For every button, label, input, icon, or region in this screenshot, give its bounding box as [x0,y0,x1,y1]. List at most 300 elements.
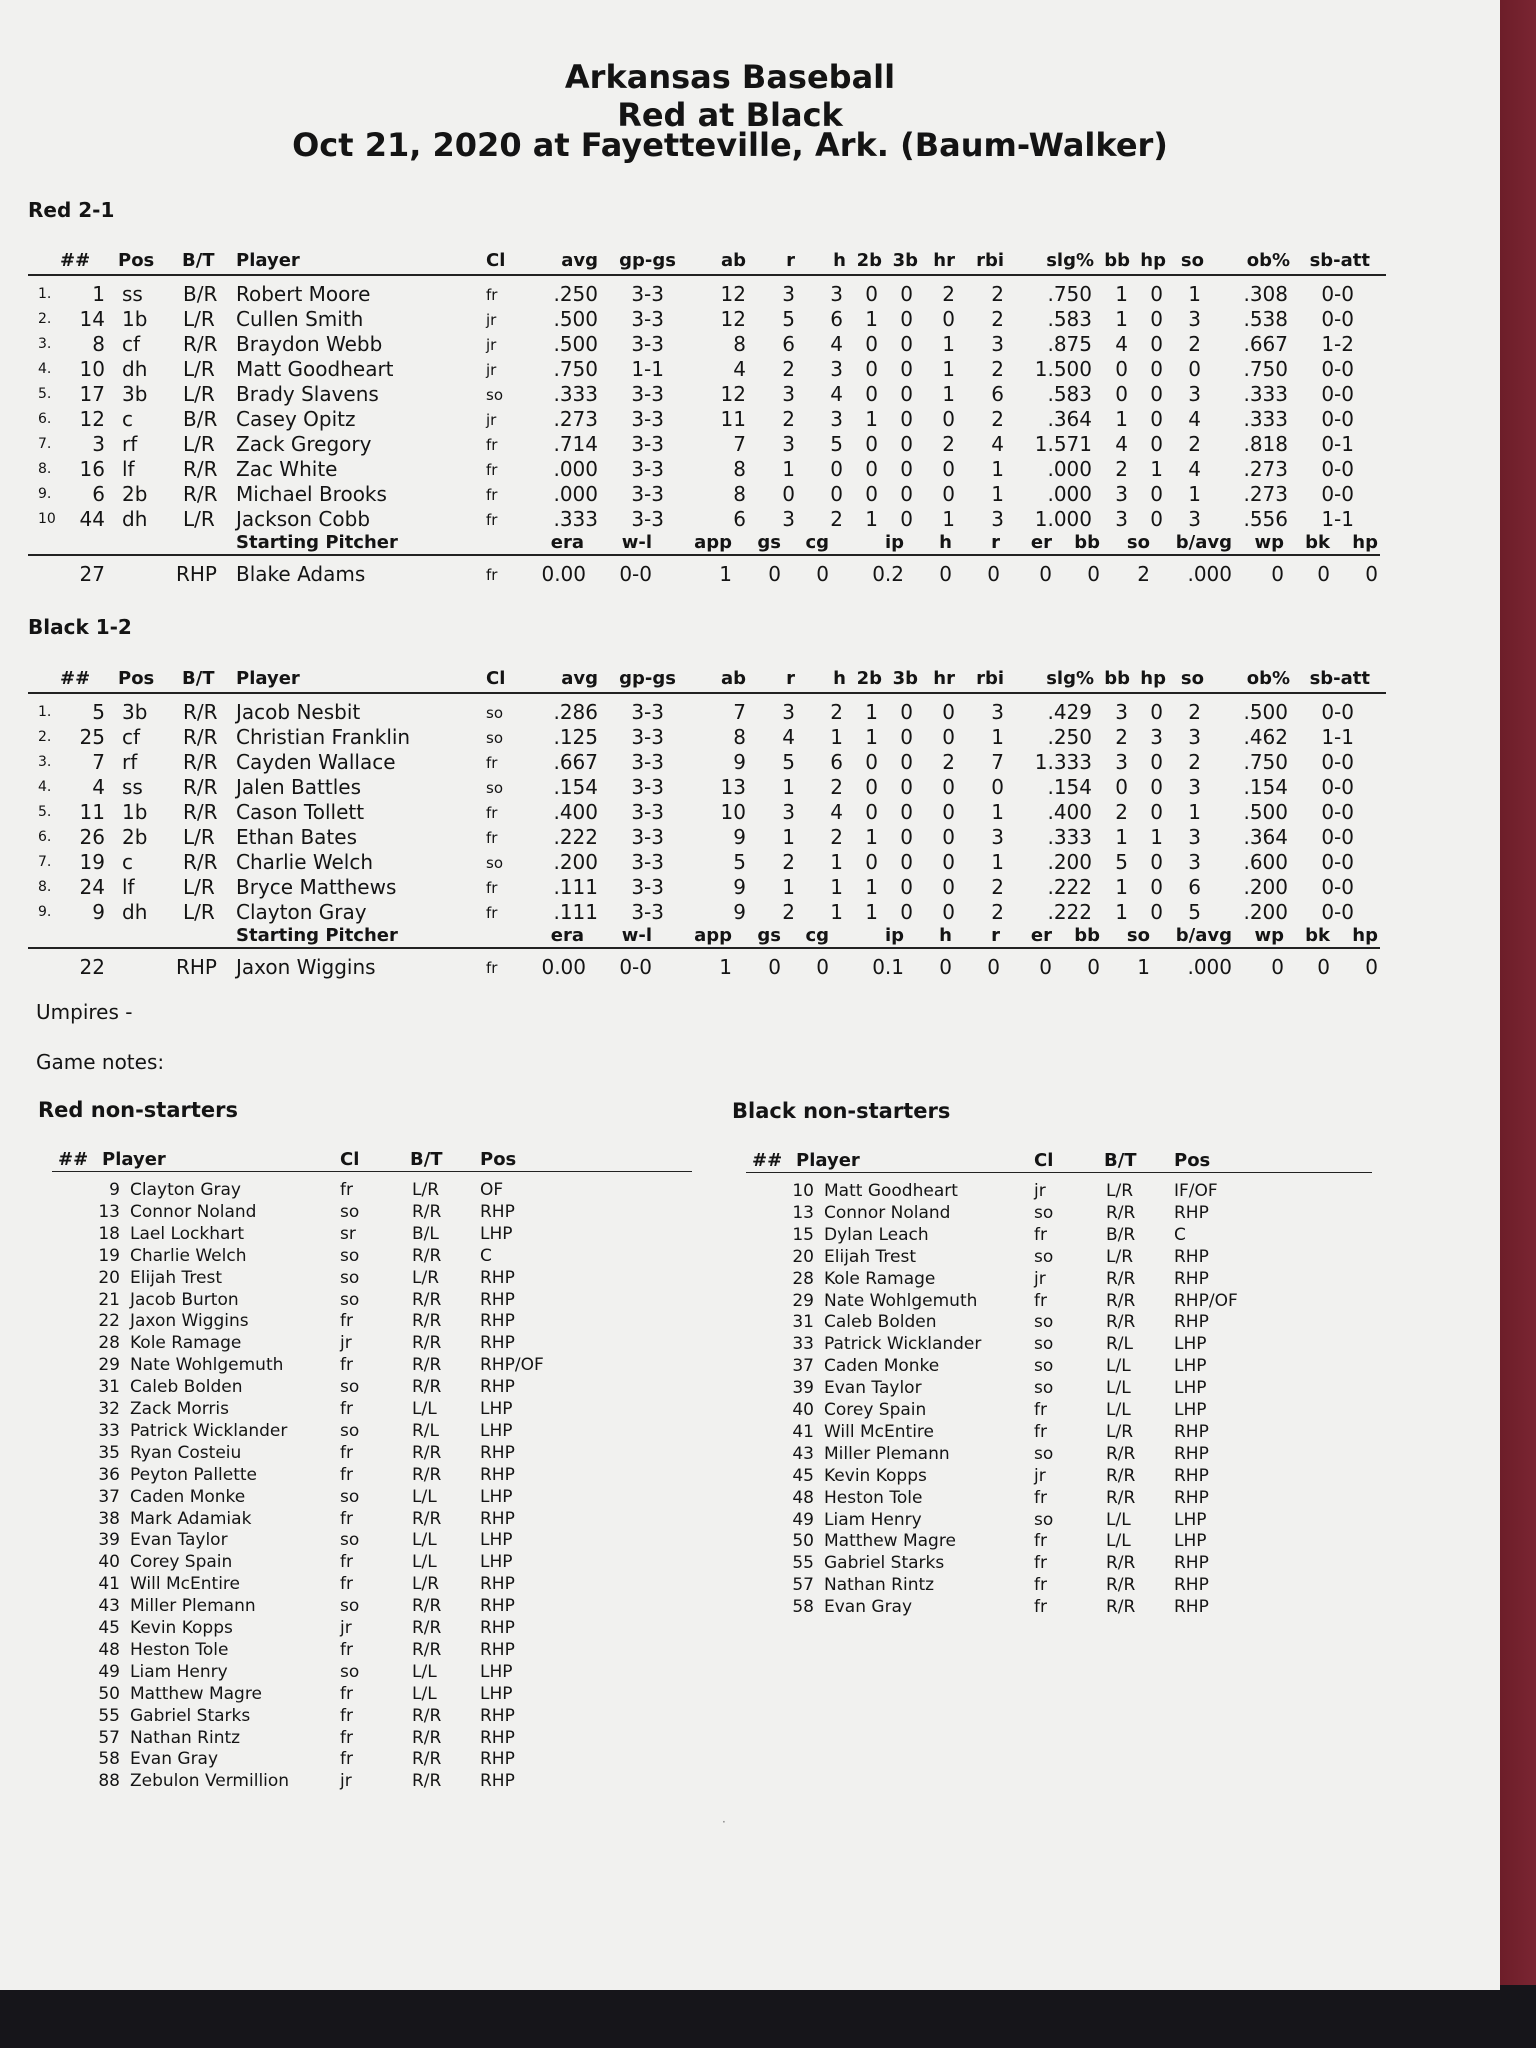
nonstarter-num: 15 [792,1224,814,1245]
batter-bt: L/R [183,432,215,456]
nonstarter-bt: R/L [1106,1334,1134,1355]
nonstarter-num: 19 [98,1245,120,1266]
batter-so: 3 [1188,507,1201,531]
batter-pos: 3b [122,382,148,406]
nonstarter-num: 41 [792,1421,814,1442]
batting-header-row [0,668,1500,690]
nonstarter-player: Dylan Leach [824,1224,929,1245]
batter-h: 3 [830,407,843,431]
batter-2b: 1 [865,900,878,924]
batter-h: 1 [830,875,843,899]
batter-row [0,725,1500,749]
batter-idx: 2. [38,729,52,745]
nonstarter-bt: L/L [1106,1400,1131,1420]
nonstarter-bt: R/R [412,1639,442,1660]
batter-pos: cf [122,725,141,749]
batter-ob: .273 [1243,457,1288,481]
batter-avg: .714 [553,432,598,456]
batter-ab: 8 [733,457,746,481]
batter-ab: 9 [733,875,746,899]
batter-h: 5 [830,432,843,456]
nonstarter-row [0,1203,1500,1225]
batter-so: 1 [1188,800,1201,824]
nonstarter-player: Jacob Burton [130,1289,239,1310]
pitcher-stat: Blake Adams [236,562,366,586]
batting-header-gpgs: gp-gs [619,250,676,271]
nonstarter-header-Player: Player [796,1150,860,1171]
batter-sb: 0-0 [1321,457,1354,481]
nonstarter-bt: R/R [1106,1487,1136,1508]
nonstarter-cl: so [1034,1356,1054,1377]
nonstarter-bt: L/L [1106,1356,1131,1377]
batter-player: Cason Tollett [236,800,365,824]
pitching-header-wl: w-l [621,532,652,553]
pitching-rule [28,947,1380,949]
nonstarter-player: Miller Plemann [130,1596,256,1617]
batter-bb: 1 [1115,900,1128,924]
nonstarter-cl: fr [1034,1421,1047,1442]
batter-hp: 0 [1150,282,1163,306]
batter-idx: 10 [38,511,56,527]
pitching-rule [28,554,1380,556]
batter-player: Clayton Gray [236,900,367,924]
pitcher-stat: 0.00 [541,562,586,586]
nonstarter-cl: so [340,1267,360,1288]
batter-hr: 1 [942,357,955,381]
nonstarter-bt: L/R [1106,1421,1134,1442]
nonstarter-player: Heston Tole [824,1487,923,1508]
batter-num: 7 [92,750,105,774]
batter-avg: .154 [553,775,598,799]
nonstarter-num: 49 [98,1661,120,1682]
header-rule [28,692,1386,694]
batter-slg: .583 [1047,307,1092,331]
nonstarter-cl: so [340,1486,360,1507]
batter-player: Jackson Cobb [236,507,371,531]
batter-ab: 9 [733,750,746,774]
nonstarter-cl: fr [1034,1290,1047,1311]
nonstarter-cl: fr [340,1311,353,1332]
batter-2b: 0 [865,282,878,306]
batter-avg: .333 [553,382,598,406]
pitcher-stat: Jaxon Wiggins [236,955,376,979]
nonstarter-player: Nathan Rintz [824,1575,935,1596]
batter-hr: 1 [942,507,955,531]
nonstarter-row [0,1181,1500,1203]
batter-h: 0 [830,457,843,481]
batter-cl: fr [486,904,498,922]
nonstarter-pos: LHP [480,1420,513,1441]
batter-so: 1 [1188,482,1201,506]
batter-hr: 0 [942,825,955,849]
nonstarter-cl: so [340,1245,360,1266]
batter-3b: 0 [900,725,913,749]
batting-header-h: h [833,668,846,689]
batter-num: 26 [79,825,105,849]
batter-2b: 0 [865,750,878,774]
nonstarter-header-Pos: Pos [480,1149,517,1170]
batter-hr: 0 [942,850,955,874]
nonstarter-pos: RHP [1174,1312,1209,1333]
batter-gpgs: 3-3 [631,750,664,774]
batter-sb: 1-1 [1321,725,1354,749]
nonstarter-row [0,1662,1500,1684]
batter-2b: 0 [865,357,878,381]
batter-row [0,900,1500,924]
nonstarter-row [0,1597,1500,1619]
pitching-header-bk: bk [1305,532,1330,553]
nonstarter-num: 35 [98,1442,120,1463]
nonstarter-num: 39 [98,1530,120,1551]
nonstarter-bt: R/R [1106,1575,1136,1596]
batter-so: 4 [1188,407,1201,431]
batter-sb: 0-1 [1321,432,1354,456]
batter-cl: fr [486,486,498,504]
nonstarter-row [0,1771,1500,1793]
batter-2b: 1 [865,700,878,724]
batter-rbi: 2 [991,357,1004,381]
nonstarter-row [0,1269,1500,1291]
batter-rbi: 1 [991,457,1004,481]
pitching-header-r: r [991,532,1000,553]
batter-player: Robert Moore [236,282,371,306]
batting-header-: ## [60,250,91,271]
sheet-date-location: Oct 21, 2020 at Fayetteville, Ark. (Baum-Walker) [292,126,1168,164]
batter-bb: 3 [1115,482,1128,506]
batter-bb: 3 [1115,507,1128,531]
batter-2b: 0 [865,482,878,506]
nonstarter-cl: fr [1034,1553,1047,1574]
nonstarter-player: Charlie Welch [130,1245,247,1266]
nonstarter-bt: L/L [412,1661,437,1682]
nonstarter-bt: R/R [412,1596,442,1617]
batter-player: Cullen Smith [236,307,364,331]
nonstarter-bt: R/R [1106,1312,1136,1333]
batter-row [0,282,1500,306]
nonstarter-bt: L/R [412,1574,440,1595]
batter-sb: 0-0 [1321,850,1354,874]
batter-ab: 5 [733,850,746,874]
batter-sb: 0-0 [1321,900,1354,924]
nonstarter-header-Cl: Cl [1034,1150,1054,1171]
nonstarter-num: 22 [98,1311,120,1332]
pitching-header-ip: ip [884,532,904,553]
nonstarter-num: 58 [98,1749,120,1770]
nonstarter-bt: R/R [412,1245,442,1266]
batter-slg: .222 [1047,875,1092,899]
batter-r: 2 [782,407,795,431]
pitching-header-bb: bb [1074,532,1100,553]
batter-ob: .154 [1243,775,1288,799]
batter-bb: 1 [1115,282,1128,306]
nonstarter-row [0,1356,1500,1378]
nonstarter-pos: RHP [480,1771,515,1792]
batter-num: 44 [79,507,105,531]
batter-bt: R/R [183,750,218,774]
nonstarter-header-Cl: Cl [340,1149,360,1170]
batter-cl: fr [486,804,498,822]
nonstarter-cl: fr [340,1355,353,1376]
batter-player: Cayden Wallace [236,750,396,774]
batter-ob: .333 [1243,382,1288,406]
nonstarter-num: 36 [98,1464,120,1485]
batter-bt: R/R [183,332,218,356]
nonstarter-player: Kole Ramage [130,1333,242,1354]
starting-pitcher-row [0,955,1500,979]
batter-row [0,750,1500,774]
batter-r: 5 [782,750,795,774]
batter-bt: R/R [183,800,218,824]
batting-header-h: h [833,250,846,271]
batter-ob: .308 [1243,282,1288,306]
batter-hp: 0 [1150,875,1163,899]
nonstarter-row [0,1640,1500,1662]
nonstarter-pos: RHP [1174,1553,1209,1574]
batter-cl: jr [486,361,497,379]
pitcher-stat: 0-0 [619,955,652,979]
batter-idx: 6. [38,829,52,845]
batter-slg: .000 [1047,482,1092,506]
batter-hp: 0 [1150,850,1163,874]
nonstarter-player: Gabriel Starks [130,1705,251,1726]
pitcher-stat: 0 [1087,955,1100,979]
nonstarter-pos: RHP [480,1508,515,1529]
nonstarter-row [0,1466,1500,1488]
batter-2b: 0 [865,800,878,824]
pitching-header-r: r [991,925,1000,946]
batter-num: 4 [92,775,105,799]
batting-header-hr: hr [933,668,955,689]
pitching-header-ip: ip [884,925,904,946]
batter-rbi: 6 [991,382,1004,406]
batter-pos: ss [122,775,143,799]
batter-rbi: 7 [991,750,1004,774]
batter-player: Michael Brooks [236,482,387,506]
batter-cl: fr [486,436,498,454]
nonstarter-pos: LHP [480,1683,513,1704]
nonstarter-cl: so [1034,1509,1054,1530]
batter-rbi: 2 [991,875,1004,899]
batter-3b: 0 [900,282,913,306]
batter-h: 6 [830,307,843,331]
batter-h: 1 [830,900,843,924]
nonstarter-num: 13 [792,1202,814,1223]
pitcher-stat: 0 [1365,955,1378,979]
nonstarter-cl: jr [340,1618,352,1638]
batter-3b: 0 [900,875,913,899]
batting-header-ab: ab [720,250,746,271]
nonstarter-cl: fr [1034,1224,1047,1245]
batter-h: 2 [830,775,843,799]
batter-row [0,507,1500,531]
batting-header-bb: bb [1104,668,1130,689]
batter-slg: 1.500 [1034,357,1092,381]
batting-header-Pos: Pos [118,250,155,271]
nonstarter-num: 37 [98,1486,120,1507]
pitcher-stat: 27 [79,562,105,586]
batter-2b: 0 [865,332,878,356]
nonstarter-pos: RHP [480,1464,515,1485]
nonstarter-pos: RHP [1174,1202,1209,1223]
batter-so: 3 [1188,725,1201,749]
nonstarter-num: 37 [792,1356,814,1377]
batter-slg: .222 [1047,900,1092,924]
batter-h: 1 [830,850,843,874]
nonstarter-pos: RHP [1174,1465,1209,1486]
batter-bt: L/R [183,507,215,531]
batter-bt: L/R [183,875,215,899]
batter-r: 3 [782,432,795,456]
batter-sb: 0-0 [1321,282,1354,306]
batter-3b: 0 [900,482,913,506]
nonstarter-pos: LHP [1174,1378,1207,1399]
nonstarter-header-Pos: Pos [1174,1150,1211,1171]
batter-r: 2 [782,900,795,924]
batter-hr: 0 [942,482,955,506]
nonstarter-pos: LHP [1174,1509,1207,1530]
nonstarter-row [0,1312,1500,1334]
batter-gpgs: 3-3 [631,482,664,506]
nonstarter-row [0,1706,1500,1728]
batter-h: 3 [830,282,843,306]
batting-header-Player: Player [236,250,300,271]
nonstarter-player: Caden Monke [130,1486,246,1507]
nonstarter-bt: R/R [412,1311,442,1332]
batting-header-2b: 2b [856,250,882,271]
nonstarter-player: Kole Ramage [824,1268,936,1289]
nonstarter-cl: fr [340,1749,353,1770]
nonstarter-player: Evan Gray [824,1597,913,1618]
nonstarter-num: 31 [98,1377,120,1398]
nonstarter-num: 50 [98,1683,120,1704]
batter-cl: jr [486,411,497,429]
nonstarter-row [0,1684,1500,1706]
background-table-edge [1495,0,1536,2048]
batter-row [0,332,1500,356]
batter-2b: 0 [865,432,878,456]
pitching-header-h: h [939,925,952,946]
batter-r: 3 [782,700,795,724]
batter-so: 3 [1188,382,1201,406]
batter-ob: .333 [1243,407,1288,431]
pitcher-stat: 0.1 [872,955,904,979]
nonstarter-cl: jr [1034,1465,1046,1486]
pitcher-stat: 2 [1137,562,1150,586]
batter-ab: 4 [733,357,746,381]
nonstarter-num: 55 [98,1705,120,1726]
batter-bb: 3 [1115,700,1128,724]
nonstarter-pos: LHP [480,1223,513,1244]
batter-player: Matt Goodheart [236,357,394,381]
batter-row [0,775,1500,799]
pitching-header-so: so [1126,925,1150,946]
pitching-header-bk: bk [1305,925,1330,946]
nonstarter-cl: fr [340,1552,353,1573]
nonstarter-cl: jr [340,1771,352,1792]
nonstarter-header-Player: Player [102,1149,166,1170]
batter-2b: 1 [865,307,878,331]
batting-header-slg: slg% [1046,668,1094,689]
batter-bb: 2 [1115,725,1128,749]
batter-ob: .200 [1243,875,1288,899]
pitcher-stat: 0 [1271,562,1284,586]
batter-2b: 0 [865,850,878,874]
batter-avg: .111 [553,900,598,924]
batting-header-r: r [786,668,795,689]
nonstarter-pos: RHP [480,1311,515,1332]
batter-num: 16 [79,457,105,481]
batter-ob: .500 [1243,700,1288,724]
batter-cl: fr [486,879,498,897]
pitcher-stat: 0 [1039,955,1052,979]
batter-avg: .667 [553,750,598,774]
batting-header-r: r [786,250,795,271]
nonstarter-player: Evan Taylor [824,1378,922,1399]
batter-hp: 0 [1150,407,1163,431]
nonstarter-num: 45 [98,1618,120,1638]
pitcher-stat: 0 [939,562,952,586]
batter-hr: 2 [942,750,955,774]
batter-bt: B/R [183,407,218,431]
nonstarter-cl: fr [340,1727,353,1748]
batter-sb: 0-0 [1321,775,1354,799]
pitcher-stat: 0 [1271,955,1284,979]
batter-sb: 0-0 [1321,800,1354,824]
batter-bb: 0 [1115,357,1128,381]
nonstarter-player: Zebulon Vermillion [130,1771,290,1792]
batter-bb: 1 [1115,407,1128,431]
nonstarter-num: 31 [792,1312,814,1333]
nonstarter-player: Zack Morris [130,1399,229,1419]
batter-so: 0 [1188,357,1201,381]
nonstarter-bt: R/R [412,1508,442,1529]
header-rule [28,274,1386,276]
batter-ab: 7 [733,700,746,724]
nonstarter-num: 33 [98,1420,120,1441]
batter-row [0,700,1500,724]
batter-r: 3 [782,382,795,406]
nonstarter-pos: RHP [1174,1443,1209,1464]
nonstarter-row [0,1225,1500,1247]
nonstarter-row [0,1422,1500,1444]
batter-row [0,457,1500,481]
batter-2b: 0 [865,775,878,799]
pitcher-stat: 0 [939,955,952,979]
batter-r: 1 [782,775,795,799]
pitcher-stat: 0 [1317,562,1330,586]
nonstarter-rule [746,1172,1372,1173]
batter-idx: 1. [38,704,52,720]
batter-so: 4 [1188,457,1201,481]
nonstarter-num: 50 [792,1531,814,1552]
nonstarter-cl: so [340,1377,360,1398]
batter-ob: .364 [1243,825,1288,849]
nonstarter-player: Patrick Wicklander [130,1420,288,1441]
batter-slg: .364 [1047,407,1092,431]
batter-ab: 7 [733,432,746,456]
batter-r: 2 [782,357,795,381]
batter-ob: .538 [1243,307,1288,331]
batter-ab: 12 [720,307,746,331]
batter-sb: 0-0 [1321,307,1354,331]
batter-sb: 1-1 [1321,507,1354,531]
nonstarter-pos: OF [480,1180,504,1200]
batter-rbi: 2 [991,900,1004,924]
batter-rbi: 1 [991,850,1004,874]
batter-idx: 9. [38,486,52,502]
pitching-header-gs: gs [757,532,781,553]
batter-h: 3 [830,357,843,381]
